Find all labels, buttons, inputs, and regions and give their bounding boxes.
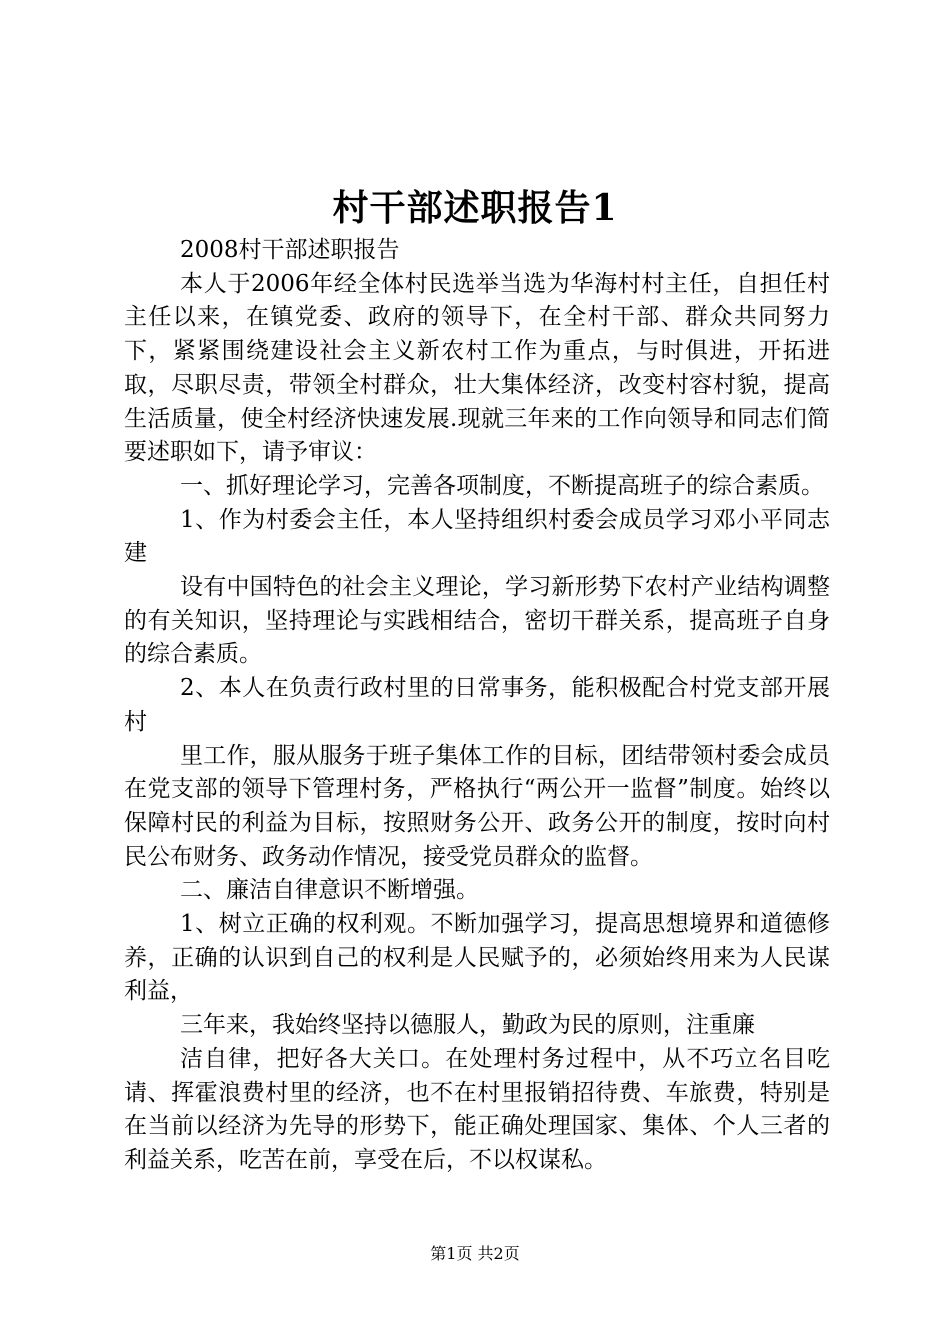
paragraph-item-1-1: 1、作为村委会主任，本人坚持组织村委会成员学习邓小平同志建 [124, 506, 830, 567]
document-body [124, 234, 830, 1178]
paragraph-intro: 本人于2006年经全体村民选举当选为华海村村主任，自担任村主任以来，在镇党委、政府的领导下，在全村干部、群众共同努力下，紧紧围绕建设社会主义新农村工作为重点，与时俱进，开拓进取，尽职尽责，带领全村群众，壮大集体经济，改变村容村貌，提高生活质量，使全村经济快速发展.现就三年来的工作向领导和同志们简要述职如下，请予审议： [124, 270, 830, 466]
paragraph-item-1-1-cont: 设有中国特色的社会主义理论，学习新形势下农村产业结构调整的有关知识，坚持理论与实践相结合，密切干群关系，提高班子自身的综合素质。 [124, 574, 830, 668]
paragraph-subtitle: 2008村干部述职报告 [180, 237, 400, 263]
paragraph-item-1-2-cont: 里工作，服从服务于班子集体工作的目标，团结带领村委会成员在党支部的领导下管理村务，严格执行“两公开一监督”制度。始终以保障村民的利益为目标，按照财务公开、政务公开的制度，按时向村民公布财务、政务动作情况，接受党员群众的监督。 [124, 742, 830, 870]
paragraph-item-2-1-b: 三年来，我始终坚持以德服人，勤政为民的原则，注重廉 [180, 1012, 755, 1039]
paragraph-section-2-heading: 二、廉洁自律意识不断增强。 [180, 877, 479, 904]
paragraph-item-1-2: 2、本人在负责行政村里的日常事务，能积极配合村党支部开展村 [124, 675, 830, 735]
paragraph-section-1-heading: 一、抓好理论学习，完善各项制度，不断提高班子的综合素质。 [180, 472, 824, 499]
page-footer: 第1页 共2页 [430, 1244, 520, 1263]
paragraph-item-2-1: 1、树立正确的权利观。不断加强学习，提高思想境界和道德修养，正确的认识到自己的权利是人民赋予的，必须始终用来为人民谋利益， [124, 911, 830, 1005]
paragraph-item-2-1-cont: 洁自律，把好各大关口。在处理村务过程中，从不巧立名目吃请、挥霍浪费村里的经济，也不在村里报销招待费、车旅费，特别是在当前以经济为先导的形势下，能正确处理国家、集体、个人三者的利益关系，吃苦在前，享受在后，不以权谋私。 [124, 1045, 830, 1173]
document-title: 村干部述职报告1 [332, 187, 618, 229]
